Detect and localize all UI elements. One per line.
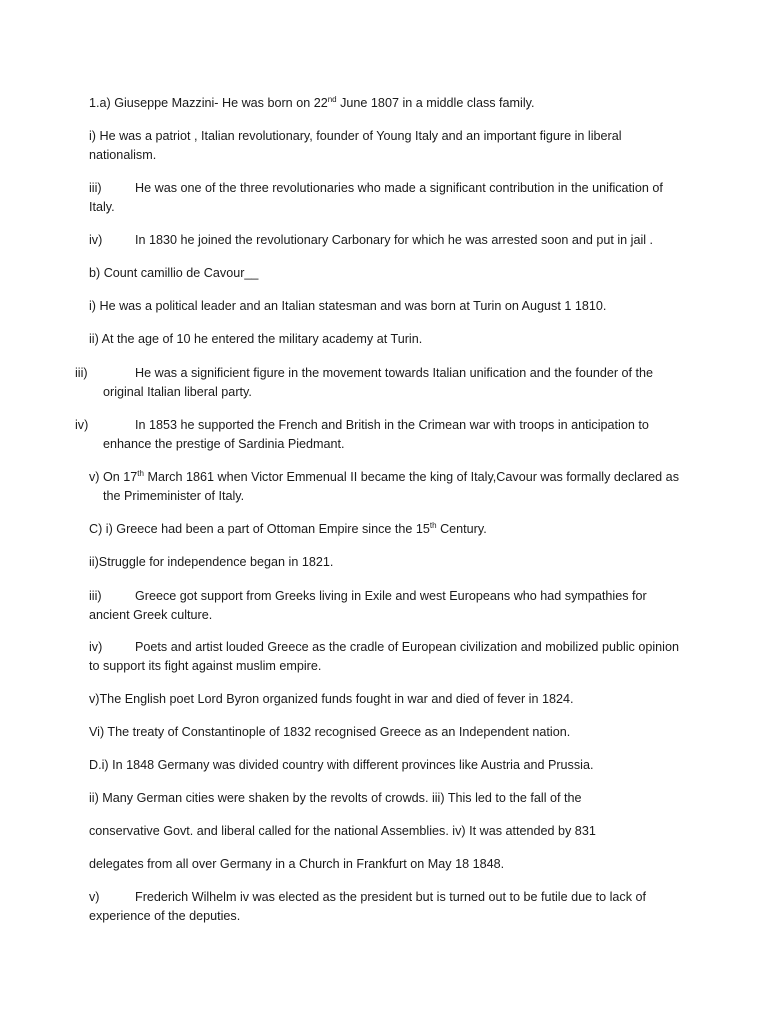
greece-point-iv: iv) Poets and artist louded Greece as the cradle of European civilization and mobilized public opinion to support its fight against muslim empire.: [89, 640, 679, 674]
cavour-point-i: i) He was a political leader and an Italian statesman and was born at Turin on August 1 1810.: [89, 299, 607, 313]
greece-point-i: C) i) Greece had been a part of Ottoman Empire since the 15th Century.: [89, 521, 487, 536]
cavour-point-v: v) On 17th March 1861 when Victor Emmenual II became the king of Italy,Cavour was formally declared as the Primeminister of Italy.: [89, 469, 679, 504]
mazzini-point-i: i) He was a patriot , Italian revolutionary, founder of Young Italy and an important figure in liberal nationalism.: [89, 129, 622, 163]
greece-point-iii: iii) Greece got support from Greeks living in Exile and west Europeans who had sympathies for ancient Greek culture.: [89, 589, 647, 623]
mazzini-point-iv: iv) In 1830 he joined the revolutionary Carbonary for which he was arrested soon and put in jail .: [89, 233, 654, 247]
germany-line-3: conservative Govt. and liberal called for the national Assemblies. iv) It was attended by 831: [89, 824, 596, 838]
germany-point-i: D.i) In 1848 Germany was divided country with different provinces like Austria and Prussia.: [89, 758, 594, 772]
cavour-point-ii: ii) At the age of 10 he entered the military academy at Turin.: [89, 332, 423, 346]
greece-point-v: v)The English poet Lord Byron organized funds fought in war and died of fever in 1824.: [89, 692, 574, 706]
germany-line-2: ii) Many German cities were shaken by the revolts of crowds. iii) This led to the fall of the: [89, 791, 582, 805]
germany-line-4: delegates from all over Germany in a Church in Frankfurt on May 18 1848.: [89, 857, 505, 871]
mazzini-point-iii: iii) He was one of the three revolutionaries who made a significant contribution in the unification of Italy.: [89, 181, 663, 215]
mazzini-birth-line: 1.a) Giuseppe Mazzini- He was born on 22nd June 1807 in a middle class family.: [89, 95, 535, 110]
cavour-heading: b) Count camillio de Cavour__: [89, 266, 259, 280]
greece-point-ii: ii)Struggle for independence began in 1821.: [89, 555, 334, 569]
germany-point-v: v) Frederich Wilhelm iv was elected as the president but is turned out to be futile due to lack of experience of the deputies.: [89, 890, 647, 924]
cavour-point-iii: iii) He was a significient figure in the movement towards Italian unification and the founder of the original Italian liberal party.: [75, 366, 654, 400]
greece-point-vi: Vi) The treaty of Constantinople of 1832 recognised Greece as an Independent nation.: [89, 725, 571, 739]
cavour-point-iv: iv) In 1853 he supported the French and British in the Crimean war with troops in anticipation to enhance the prestige of Sardinia Piedmant.: [75, 418, 649, 452]
